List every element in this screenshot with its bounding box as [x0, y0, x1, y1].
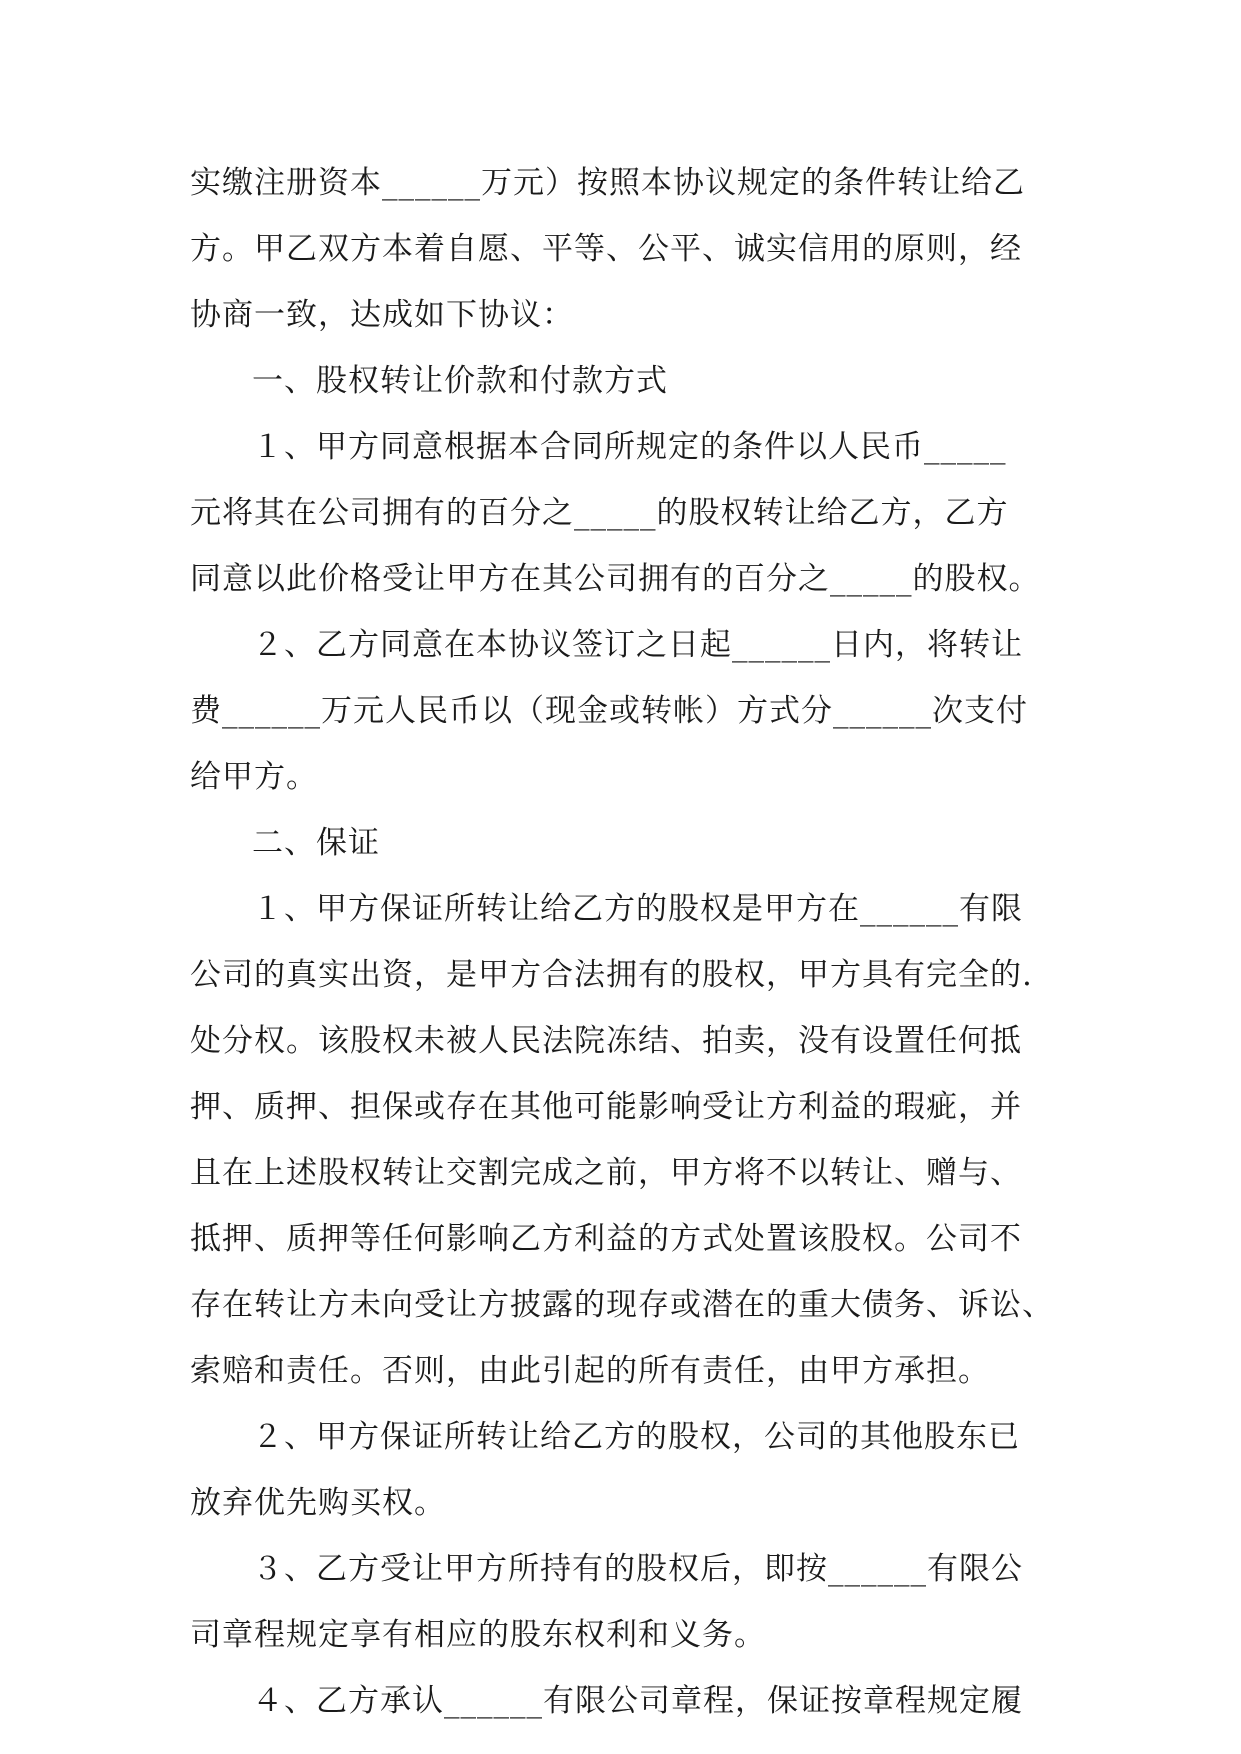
text-line: 费______万元人民币以（现金或转帐）方式分______次支付	[190, 693, 1028, 729]
text-line: 存在转让方未向受让方披露的现存或潜在的重大债务、诉讼、	[190, 1287, 1054, 1323]
text-line: ２、甲方保证所转让给乙方的股权，公司的其他股东已	[252, 1419, 1020, 1455]
text-line: 元将其在公司拥有的百分之_____的股权转让给乙方，乙方	[190, 495, 1009, 531]
text-line: 放弃优先购买权。	[190, 1485, 446, 1521]
text-line: ３、乙方受让甲方所持有的股权后，即按______有限公	[252, 1551, 1023, 1587]
text-line: 给甲方。	[190, 759, 318, 795]
text-line: １、甲方保证所转让给乙方的股权是甲方在______有限	[252, 891, 1023, 927]
text-line: 公司的真实出资，是甲方合法拥有的股权，甲方具有完全的.	[190, 957, 1033, 993]
text-line: 方。甲乙双方本着自愿、平等、公平、诚实信用的原则，经	[190, 231, 1022, 267]
text-line: 实缴注册资本______万元）按照本协议规定的条件转让给乙	[190, 165, 1025, 201]
text-line: 协商一致，达成如下协议：	[190, 297, 574, 333]
text-line: １、甲方同意根据本合同所规定的条件以人民币_____	[252, 429, 1007, 465]
text-line: 抵押、质押等任何影响乙方利益的方式处置该股权。公司不	[190, 1221, 1022, 1257]
section-heading: 二、保证	[252, 825, 380, 861]
text-line: 押、质押、担保或存在其他可能影响受让方利益的瑕疵，并	[190, 1089, 1022, 1125]
text-line: 司章程规定享有相应的股东权利和义务。	[190, 1617, 766, 1653]
text-line: 且在上述股权转让交割完成之前，甲方将不以转让、赠与、	[190, 1155, 1022, 1191]
text-line: 同意以此价格受让甲方在其公司拥有的百分之_____的股权。	[190, 561, 1041, 597]
contract-body	[190, 150, 1070, 1734]
text-line: ２、乙方同意在本协议签订之日起______日内，将转让	[252, 627, 1023, 663]
text-line: ４、乙方承认______有限公司章程，保证按章程规定履	[252, 1683, 1023, 1719]
section-heading: 一、股权转让价款和付款方式	[252, 363, 668, 399]
text-line: 索赔和责任。否则，由此引起的所有责任，由甲方承担。	[190, 1353, 990, 1389]
text-line: 处分权。该股权未被人民法院冻结、拍卖，没有设置任何抵	[190, 1023, 1022, 1059]
